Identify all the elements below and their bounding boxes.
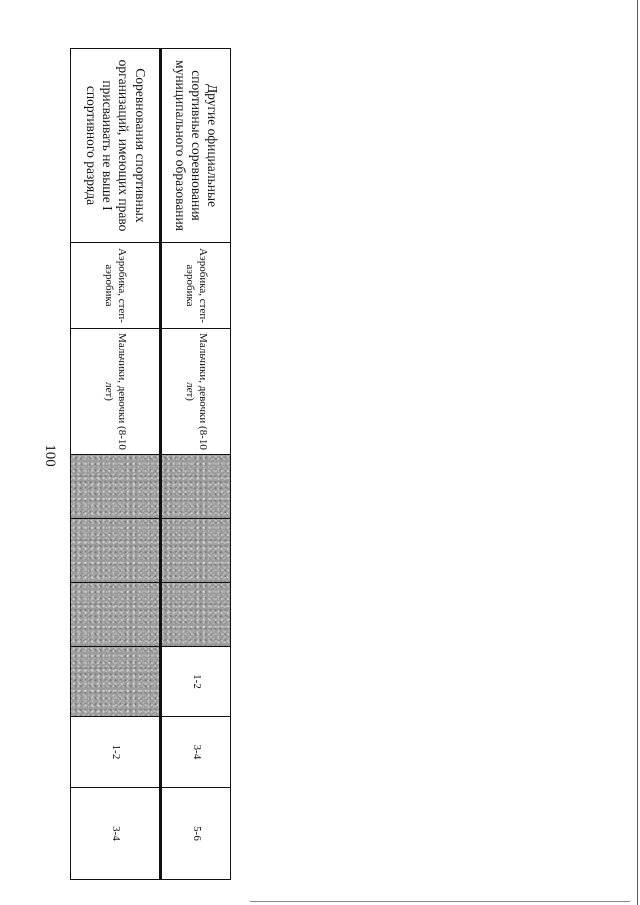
table-row [161,49,231,880]
shaded-cell [71,647,161,717]
shaded-cell [161,519,231,583]
shaded-cell [161,455,231,519]
place-range-cell: 1-2 [161,647,231,717]
shaded-cell [71,519,161,583]
sport-discipline-cell: Аэробика, степ-аэробика [71,243,161,329]
age-group-cell: Мальчики, девочки (8-10 лет) [71,329,161,455]
page-edge-bottom [250,901,630,902]
place-range-cell: 3-4 [71,788,161,880]
age-group-cell: Мальчики, девочки (8-10 лет) [161,329,231,455]
competition-name-cell: Соревнования спортивных организаций, имеющих право присваивать не выше I спортивного разряда [71,49,161,243]
shaded-cell [71,583,161,647]
competition-table [70,48,231,880]
shaded-cell [71,455,161,519]
sport-discipline-cell: Аэробика, степ-аэробика [161,243,231,329]
rotated-table-container [70,48,231,879]
competition-name-cell: Другие официальные спортивные соревнования муниципального образования [161,49,231,243]
place-range-cell: 3-4 [161,717,231,788]
page-edge-right [637,0,638,905]
table-row [71,49,161,880]
page-number: 100 [41,444,58,467]
shaded-cell [161,583,231,647]
place-range-cell: 1-2 [71,717,161,788]
place-range-cell: 5-6 [161,788,231,880]
